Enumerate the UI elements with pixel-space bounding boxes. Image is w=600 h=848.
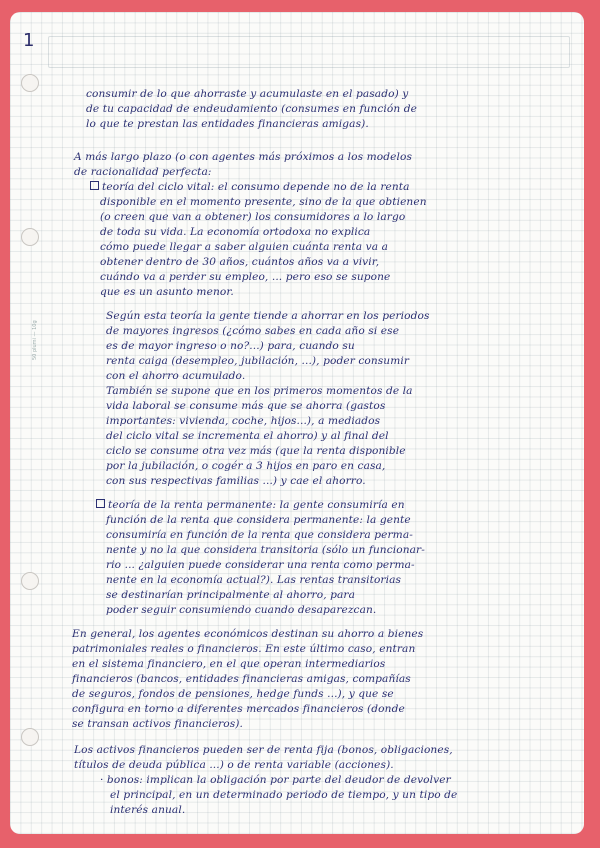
note-line-text: por la jubilación, o cogér a 3 hijos en paro en casa, xyxy=(106,460,386,472)
note-line-text: teoría del ciclo vital: el consumo depende no de la renta xyxy=(102,181,410,193)
checkbox-bullet-icon xyxy=(96,499,105,508)
note-line-text: nente y no la que considera transitoria (sólo un funcionar- xyxy=(106,544,425,556)
note-line-text: configura en torno a diferentes mercados financieros (donde xyxy=(72,703,405,715)
note-line xyxy=(100,256,379,269)
note-line xyxy=(106,445,406,458)
note-line-text: que es un asunto menor. xyxy=(100,286,234,298)
note-line xyxy=(106,325,399,338)
note-line-text: con sus respectivas familias ...) y cae el ahorro. xyxy=(106,475,366,487)
note-line xyxy=(106,430,389,443)
note-line-text: rio ... ¿alguien puede considerar una renta como perma- xyxy=(106,559,415,571)
note-line-text: poder seguir consumiendo cuando desaparezcan. xyxy=(106,604,377,616)
note-line xyxy=(100,271,390,284)
note-line-text: teoría de la renta permanente: la gente consumiría en xyxy=(108,499,405,511)
note-line-text: de mayores ingresos (¿cómo sabes en cada año si ese xyxy=(106,325,400,337)
note-line-text: Según esta teoría la gente tiende a ahorrar en los periodos xyxy=(106,310,430,322)
checkbox-bullet-icon xyxy=(90,181,99,190)
note-line-text: del ciclo vital se incrementa el ahorro) y al final del xyxy=(106,430,389,442)
note-line-text: es de mayor ingreso o no?...) para, cuando su xyxy=(106,340,355,352)
note-line xyxy=(106,340,355,353)
margin-tag: 50 plumi — 10g xyxy=(32,320,38,360)
note-line xyxy=(106,604,376,617)
note-line-text: obtener dentro de 30 años, cuántos años va a vivir, xyxy=(100,256,380,268)
note-line-text: También se supone que en los primeros momentos de la xyxy=(106,385,413,397)
note-line-text: cómo puede llegar a saber alguien cuánta renta va a xyxy=(100,241,389,253)
note-line xyxy=(100,286,234,299)
binder-hole xyxy=(21,728,39,746)
note-line xyxy=(106,310,429,323)
note-line xyxy=(72,658,385,671)
note-line xyxy=(106,460,385,473)
note-line-text: lo que te prestan las entidades financieras amigas). xyxy=(86,118,369,130)
note-line xyxy=(106,544,425,557)
note-line-text: de seguros, fondos de pensiones, hedge funds ...), y que se xyxy=(72,688,394,700)
note-line xyxy=(72,718,243,731)
note-line xyxy=(106,529,413,542)
note-line-text: en el sistema financiero, en el que operan intermediarios xyxy=(72,658,386,670)
note-line-text: interés anual. xyxy=(110,804,186,816)
note-line xyxy=(86,103,417,116)
note-line xyxy=(72,628,423,641)
note-line-text: renta caiga (desempleo, jubilación, ...), poder consumir xyxy=(106,355,410,367)
note-line xyxy=(74,759,394,772)
header-strip xyxy=(48,36,570,68)
note-line-text: de racionalidad perfecta: xyxy=(74,166,212,178)
note-line xyxy=(106,385,413,398)
note-line xyxy=(72,688,394,701)
note-line-text: disponible en el momento presente, sino de la que obtienen xyxy=(100,196,427,208)
note-line xyxy=(74,166,212,179)
note-line-text: cuándo va a perder su empleo, ... pero eso se supone xyxy=(100,271,391,283)
note-line-text: consumir de lo que ahorraste y acumulaste en el pasado) y xyxy=(86,88,409,100)
note-line-text: Los activos financieros pueden ser de renta fija (bonos, obligaciones, xyxy=(74,744,453,756)
note-line xyxy=(106,400,385,413)
note-line-text: con el ahorro acumulado. xyxy=(106,370,246,382)
note-line xyxy=(100,241,388,254)
note-line xyxy=(72,703,405,716)
note-line-text: nente en la economía actual?). Las rentas transitorias xyxy=(106,574,402,586)
note-line xyxy=(100,196,427,209)
note-line-text: de toda su vida. La economía ortodoxa no explica xyxy=(100,226,371,238)
note-line-text: consumiría en función de la renta que considera perma- xyxy=(106,529,413,541)
note-line xyxy=(106,415,380,428)
note-line-text: financieros (bancos, entidades financieras amigas, compañías xyxy=(72,673,411,685)
note-line-text: A más largo plazo (o con agentes más próximos a los modelos xyxy=(74,151,412,163)
note-line-text: de tu capacidad de endeudamiento (consumes en función de xyxy=(86,103,418,115)
note-line xyxy=(86,88,408,101)
page-number: 1 xyxy=(23,30,35,51)
note-line-text: se destinarían principalmente al ahorro, para xyxy=(106,589,356,601)
note-line xyxy=(106,574,401,587)
note-line-text: En general, los agentes económicos destinan su ahorro a bienes xyxy=(72,628,424,640)
note-line xyxy=(74,151,412,164)
note-line xyxy=(106,475,366,488)
note-line xyxy=(110,804,185,817)
note-line xyxy=(106,514,411,527)
note-line xyxy=(106,559,415,572)
binder-hole xyxy=(21,74,39,92)
note-line-text: · bonos: implican la obligación por parte del deudor de devolver xyxy=(100,774,451,786)
note-line-text: importantes: vivienda, coche, hijos...), a mediados xyxy=(106,415,381,427)
note-line-text: títulos de deuda pública ...) o de renta variable (acciones). xyxy=(74,759,394,771)
binder-hole xyxy=(21,228,39,246)
note-line xyxy=(72,643,415,656)
note-line-text: patrimoniales reales o financieros. En este último caso, entran xyxy=(72,643,416,655)
note-line-text: se transan activos financieros). xyxy=(72,718,243,730)
note-line xyxy=(86,118,369,131)
binder-hole xyxy=(21,572,39,590)
note-line xyxy=(106,589,355,602)
note-line xyxy=(72,673,411,686)
note-line-text: el principal, en un determinado periodo de tiempo, y un tipo de xyxy=(110,789,458,801)
note-line-text: ciclo se consume otra vez más (que la renta disponible xyxy=(106,445,406,457)
note-line xyxy=(74,744,453,757)
note-line xyxy=(106,355,409,368)
note-line xyxy=(106,370,245,383)
note-line xyxy=(100,211,405,224)
note-line-text: función de la renta que considera permanente: la gente xyxy=(106,514,411,526)
note-line-text: (o creen que van a obtener) los consumidores a lo largo xyxy=(100,211,406,223)
note-line xyxy=(110,789,457,802)
note-line-text: vida laboral se consume más que se ahorra (gastos xyxy=(106,400,386,412)
note-line xyxy=(96,499,405,512)
note-line xyxy=(90,181,410,194)
note-line xyxy=(100,774,451,787)
note-line xyxy=(100,226,370,239)
